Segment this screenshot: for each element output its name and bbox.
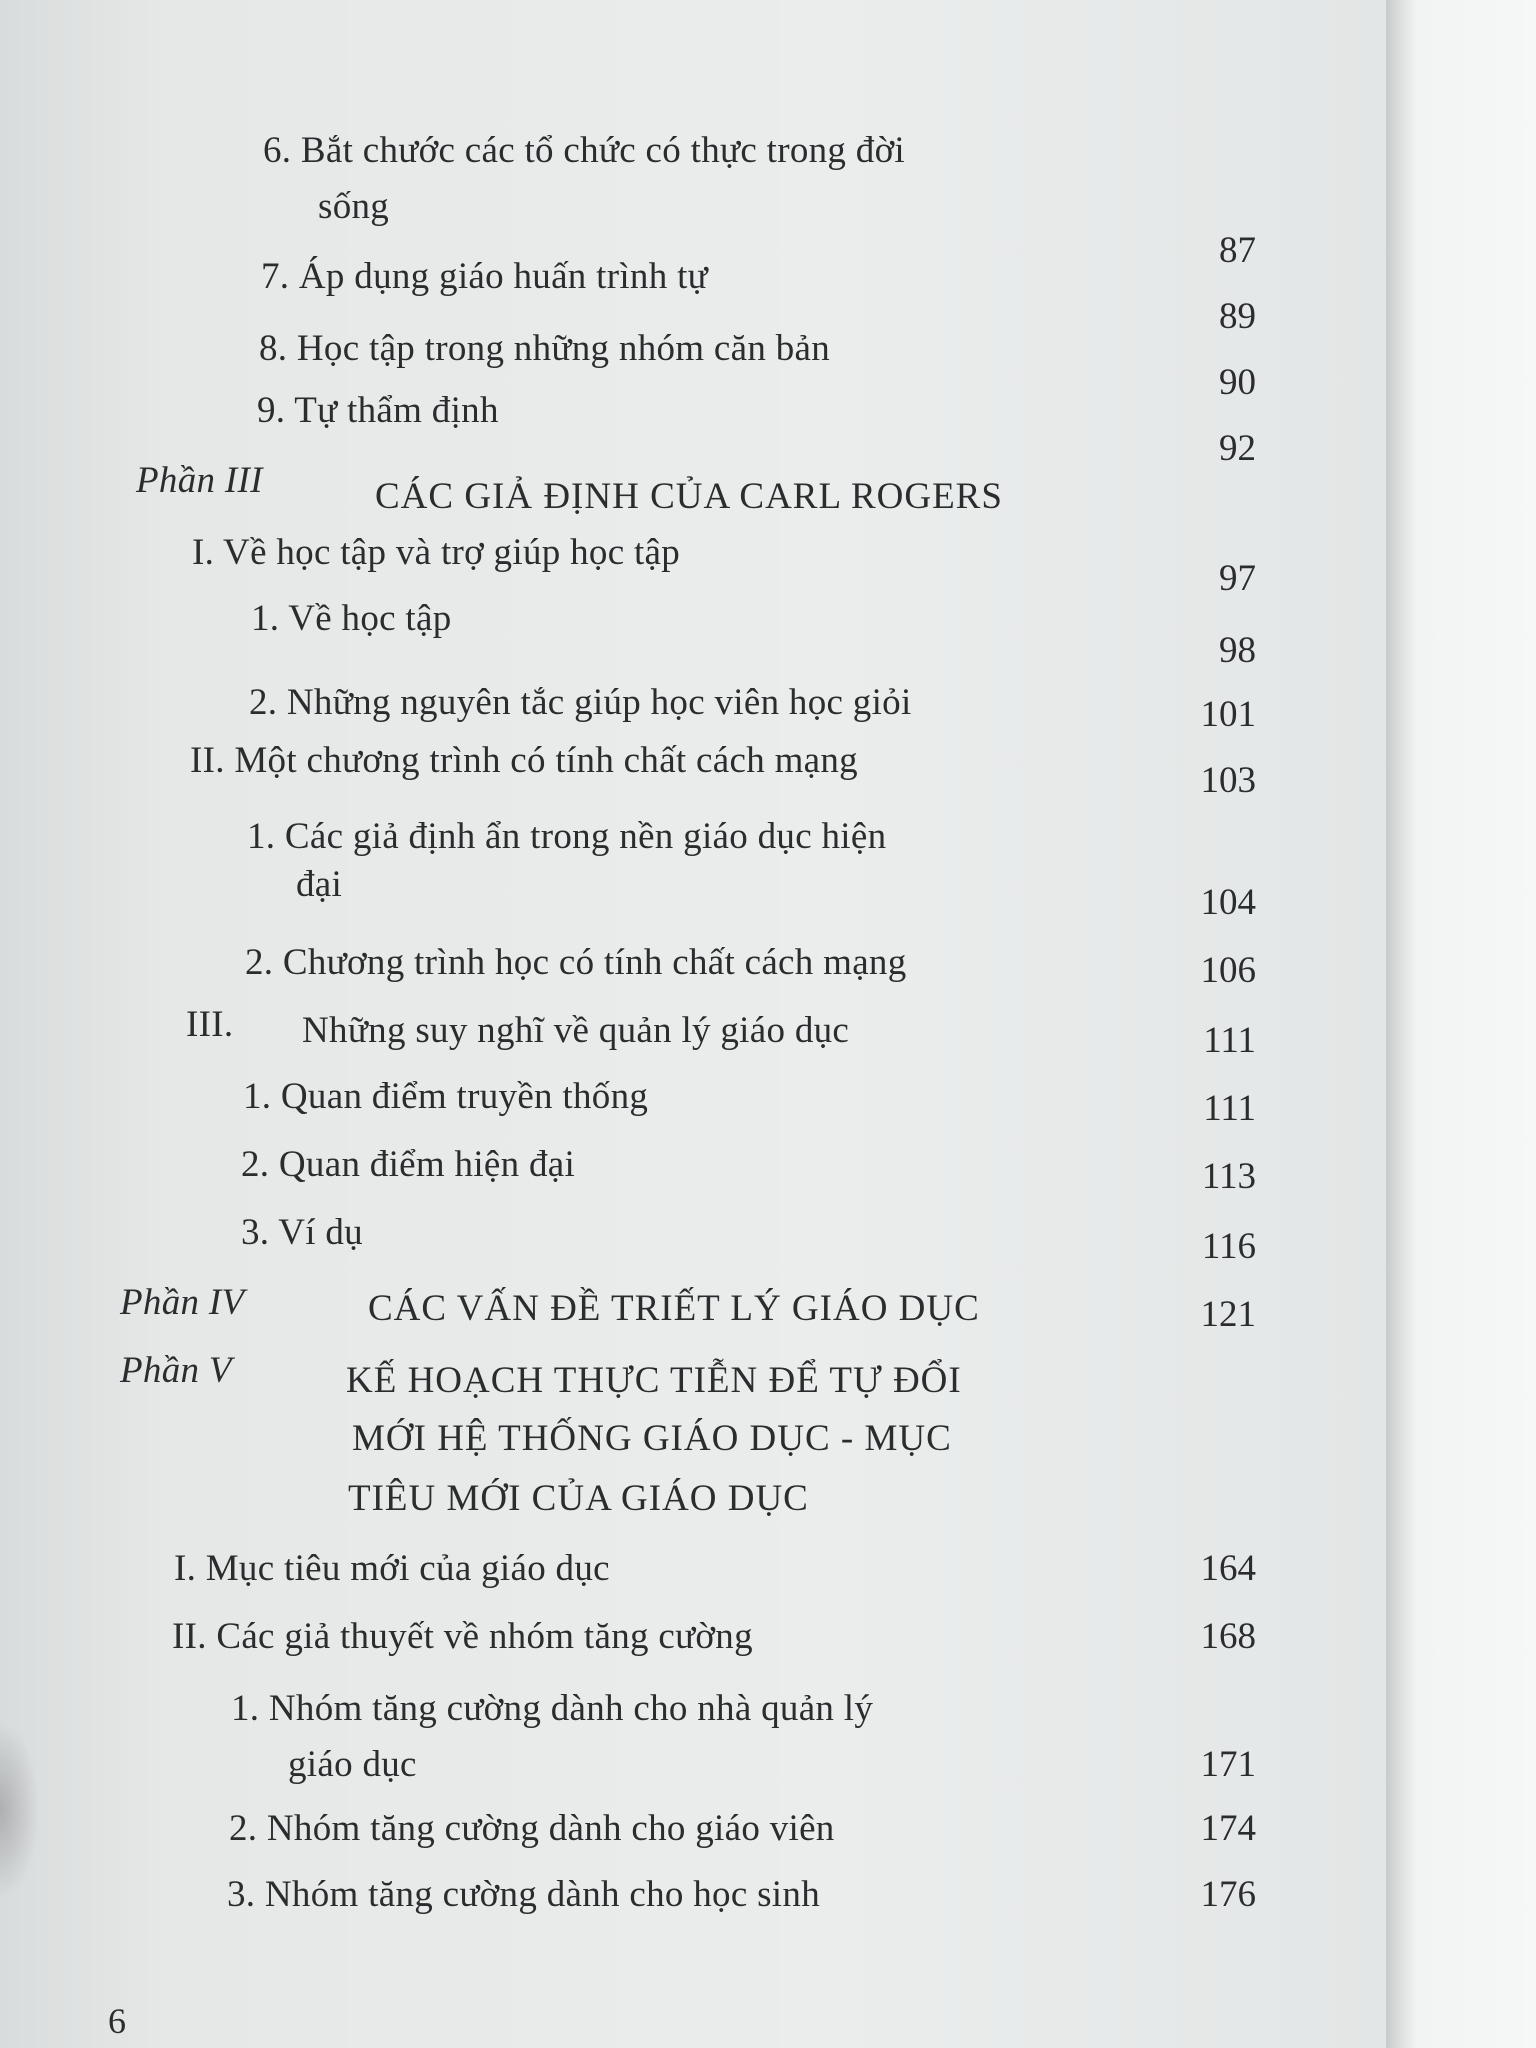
toc-entry-label-cont: sống [318,186,390,227]
toc-page-number: 111 [1203,1020,1256,1061]
toc-entry-label: 8. Học tập trong những nhóm căn bản [259,328,831,369]
toc-entry-label: 1. Nhóm tăng cường dành cho nhà quản lý [231,1688,874,1729]
toc-entry-label: 2. Nhóm tăng cường dành cho giáo viên [229,1808,835,1849]
part-title: CÁC VẤN ĐỀ TRIẾT LÝ GIÁO DỤC [368,1288,980,1329]
part-title: KẾ HOẠCH THỰC TIỄN ĐỂ TỰ ĐỔI [346,1360,962,1401]
toc-entry-label: 2. Quan điểm hiện đại [241,1144,576,1185]
toc-page-number: 168 [1200,1616,1256,1657]
toc-page-number: 164 [1200,1548,1256,1589]
toc-page-number: 90 [1219,362,1256,403]
toc-entry-label: III. [186,1004,234,1045]
toc-entry-label: II. Các giả thuyết về nhóm tăng cường [172,1616,753,1657]
toc-entry-label: 1. Các giả định ẩn trong nền giáo dục hiện [247,816,887,857]
toc-entry-label: 2. Chương trình học có tính chất cách mạng [245,942,907,983]
toc-page-number: 121 [1200,1294,1256,1335]
toc-entry-label-cont: giáo dục [288,1744,417,1785]
toc-page-number: 101 [1200,694,1256,735]
part-label: Phần V [120,1350,232,1391]
toc-entry-label: I. Mục tiêu mới của giáo dục [174,1548,610,1589]
toc-entry-label: 1. Về học tập [251,598,452,639]
toc-entry-label: 9. Tự thẩm định [257,390,499,431]
toc-page-number: 113 [1201,1156,1256,1197]
toc-page-number: 176 [1200,1874,1256,1915]
toc-page-number: 116 [1201,1226,1256,1267]
toc-page-number: 92 [1219,428,1256,469]
part-title-cont: TIÊU MỚI CỦA GIÁO DỤC [348,1478,809,1519]
toc-page-number: 89 [1219,296,1256,337]
toc-entry-label: 3. Ví dụ [241,1212,363,1253]
toc-page-number: 104 [1200,882,1256,923]
part-label: Phần III [136,460,263,501]
toc-entry-label: 1. Quan điểm truyền thống [243,1076,649,1117]
facing-page-edge [1386,0,1536,2048]
toc-entry-label: 3. Nhóm tăng cường dành cho học sinh [227,1874,820,1915]
toc-page-number: 174 [1200,1808,1256,1849]
toc-entry-label-cont: đại [296,864,343,905]
toc-page-number: 106 [1200,950,1256,991]
toc-entry-label: II. Một chương trình có tính chất cách mạng [190,740,858,781]
toc-page-number: 103 [1200,760,1256,801]
toc-page-number: 111 [1203,1088,1256,1129]
toc-page-number: 98 [1219,630,1256,671]
toc-entry-label: 2. Những nguyên tắc giúp học viên học giỏi [249,682,912,723]
toc-entry-label: 7. Áp dụng giáo huấn trình tự [261,256,709,297]
part-title-cont: MỚI HỆ THỐNG GIÁO DỤC - MỤC [352,1418,952,1459]
toc-entry-label: I. Về học tập và trợ giúp học tập [192,532,681,573]
part-label: Phần IV [120,1282,245,1323]
toc-entry-label: 6. Bắt chước các tổ chức có thực trong đời [263,130,906,171]
page-number-folio: 6 [108,2001,126,2041]
toc-page-number: 87 [1219,230,1256,271]
toc-entry-label: Những suy nghĩ về quản lý giáo dục [302,1010,850,1051]
toc-page-number: 97 [1219,558,1256,599]
finger-shadow [0,1720,40,1900]
toc-page-number: 171 [1200,1744,1256,1785]
part-title: CÁC GIẢ ĐỊNH CỦA CARL ROGERS [375,476,1003,517]
